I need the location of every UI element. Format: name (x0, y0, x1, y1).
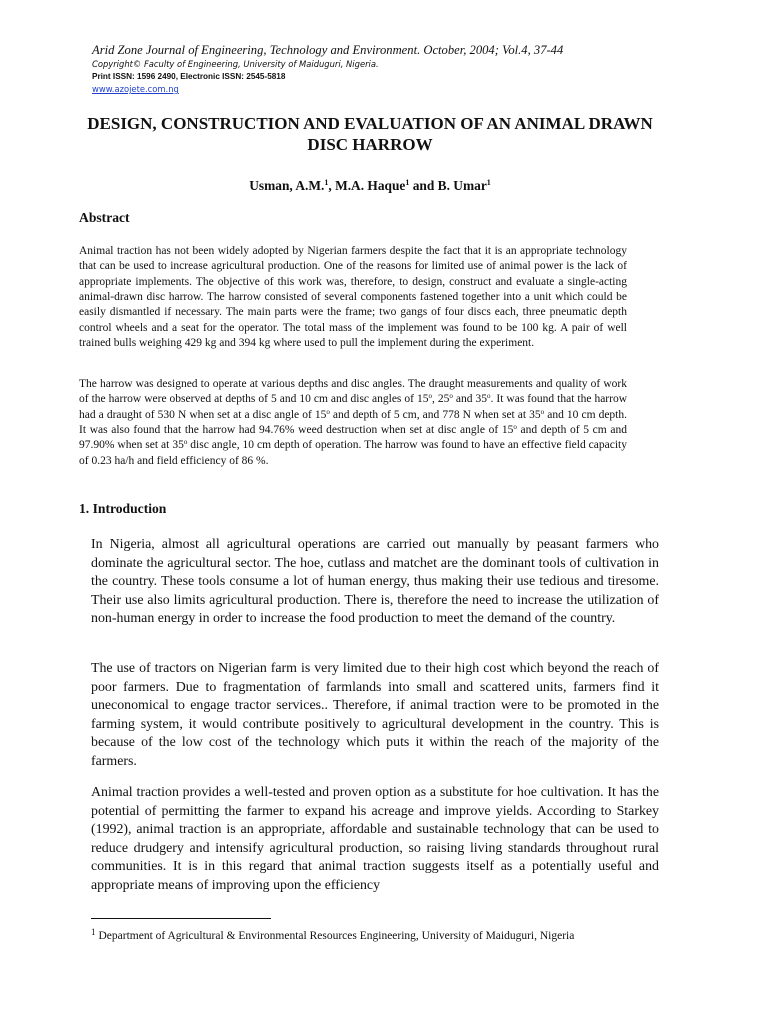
paper-title: DESIGN, CONSTRUCTION AND EVALUATION OF AN ANIMAL DRAWN DISC HARROW (87, 114, 653, 154)
abstract-heading: Abstract (79, 210, 130, 225)
journal-website-link[interactable]: www.azojete.com.ng (92, 84, 179, 94)
degree-symbol: o (487, 392, 491, 401)
footnote-divider (91, 918, 271, 919)
abstract-text: disc angle, 10 cm depth of operation. The harrow was found to have an effective field capacity of 0.23 ha/h and field efficiency of 86 %. (79, 439, 627, 467)
degree-symbol: o (183, 438, 188, 447)
affiliation-marker: 1 (324, 178, 329, 187)
author-separator: , (328, 178, 336, 193)
abstract-paragraph (79, 377, 627, 469)
abstract-text: The harrow was designed to operate at various depths and disc angles. The draught measurements and quality of work of the harrow were observed at depths of 5 and 10 cm and disc angles of 15 (79, 378, 627, 406)
footnote (91, 925, 671, 944)
body-paragraph: In Nigeria, almost all agricultural operations are carried out manually by peasant farmers who dominate the agricultural sector. The hoe, cutlass and matchet are the dominant tools of cultivation in the country. These tools consume a lot of human energy, thus making their use tedious and tiresome. Their use also limits agricultural production. There is, therefore the need to increase the utilization of non-human energy in order to increase the food production to meet the demand of the country. (91, 537, 659, 627)
abstract-text: and 35 (452, 393, 488, 406)
issn-info: Print ISSN: 1596 2490, Electronic ISSN: 2545-5818 (92, 72, 286, 81)
author-name: M.A. Haque (335, 178, 406, 193)
copyright-notice: Copyright© Faculty of Engineering, University of Maiduguri, Nigeria. (92, 59, 379, 69)
abstract-text: and depth of 5 cm and 97.90% when set at 35 (79, 424, 627, 452)
degree-symbol: o (449, 392, 453, 401)
degree-symbol: o (326, 407, 330, 416)
abstract-text: and depth of 5 cm, and 778 N when set at 35 (329, 408, 541, 421)
abstract-text: and 10 cm depth. It was also found that the harrow had 94.76% weed destruction when set at disc angle of 15 (79, 408, 627, 437)
body-paragraph: Animal traction provides a well-tested and proven option as a substitute for hoe cultivation. It has the potential of permitting the farmer to expand his acreage and improve yields. According to Starkey (1992), animal traction is an appropriate, affordable and sustainable technology that can be used to reduce drudgery and intensify agricultural production, so raising living standards throughout rural communities. It is in this regard that animal traction suggests itself as a potentially useful and appropriate means of improving upon the efficiency (91, 785, 659, 893)
author-name: Usman, A.M. (249, 178, 325, 193)
journal-citation: Arid Zone Journal of Engineering, Technology and Environment. October, 2004; Vol.4, 37-44 (92, 43, 564, 57)
author-separator: and (409, 178, 438, 193)
section-heading-introduction: 1. Introduction (79, 501, 167, 516)
abstract-text: . It was found that the harrow had a draught of 530 N when set at a disc angle of 15 (79, 393, 628, 421)
body-paragraph: The use of tractors on Nigerian farm is very limited due to their high cost which beyond the reach of poor farmers. Due to fragmentation of farmlands into small and scattered units, farmers find it uneconomical to engage tractor services.. Therefore, if animal traction were to be promoted in the farming system, it would contribute positively to agricultural development in the country. This is because of the low cost of the technology which puts it within the reach of the majority of the farmers. (91, 661, 659, 769)
footnote-text: Department of Agricultural & Environmental Resources Engineering, University of Maiduguri, Nigeria (98, 930, 575, 942)
abstract-text: , 25 (432, 393, 450, 406)
footnote-marker: 1 (91, 927, 96, 937)
abstract-paragraph: Animal traction has not been widely adopted by Nigerian farmers despite the fact that it is an appropriate technology that can be used to increase agricultural production. One of the reasons for limited use of animal power is the lack of appropriate implements. The objective of this work was, therefore, to design, construct and evaluate a single-acting animal-drawn disc harrow. The harrow consisted of several components fastened together into a unit which could be easily dismantled if necessary. The main parts were the frame; two gangs of four discs each, three pneumatic depth control wheels and a seat for the operator. The total mass of the implement was found to be 100 kg. A pair of well trained bulls weighing 429 kg and 394 kg where used to pull the implement during the experiment. (79, 245, 627, 350)
affiliation-marker: 1 (405, 178, 410, 187)
author-list (80, 175, 660, 194)
author-name: B. Umar (437, 178, 487, 193)
degree-symbol: o (428, 392, 432, 401)
affiliation-marker: 1 (486, 178, 491, 187)
degree-symbol: o (540, 407, 545, 416)
degree-symbol: o (513, 423, 517, 432)
